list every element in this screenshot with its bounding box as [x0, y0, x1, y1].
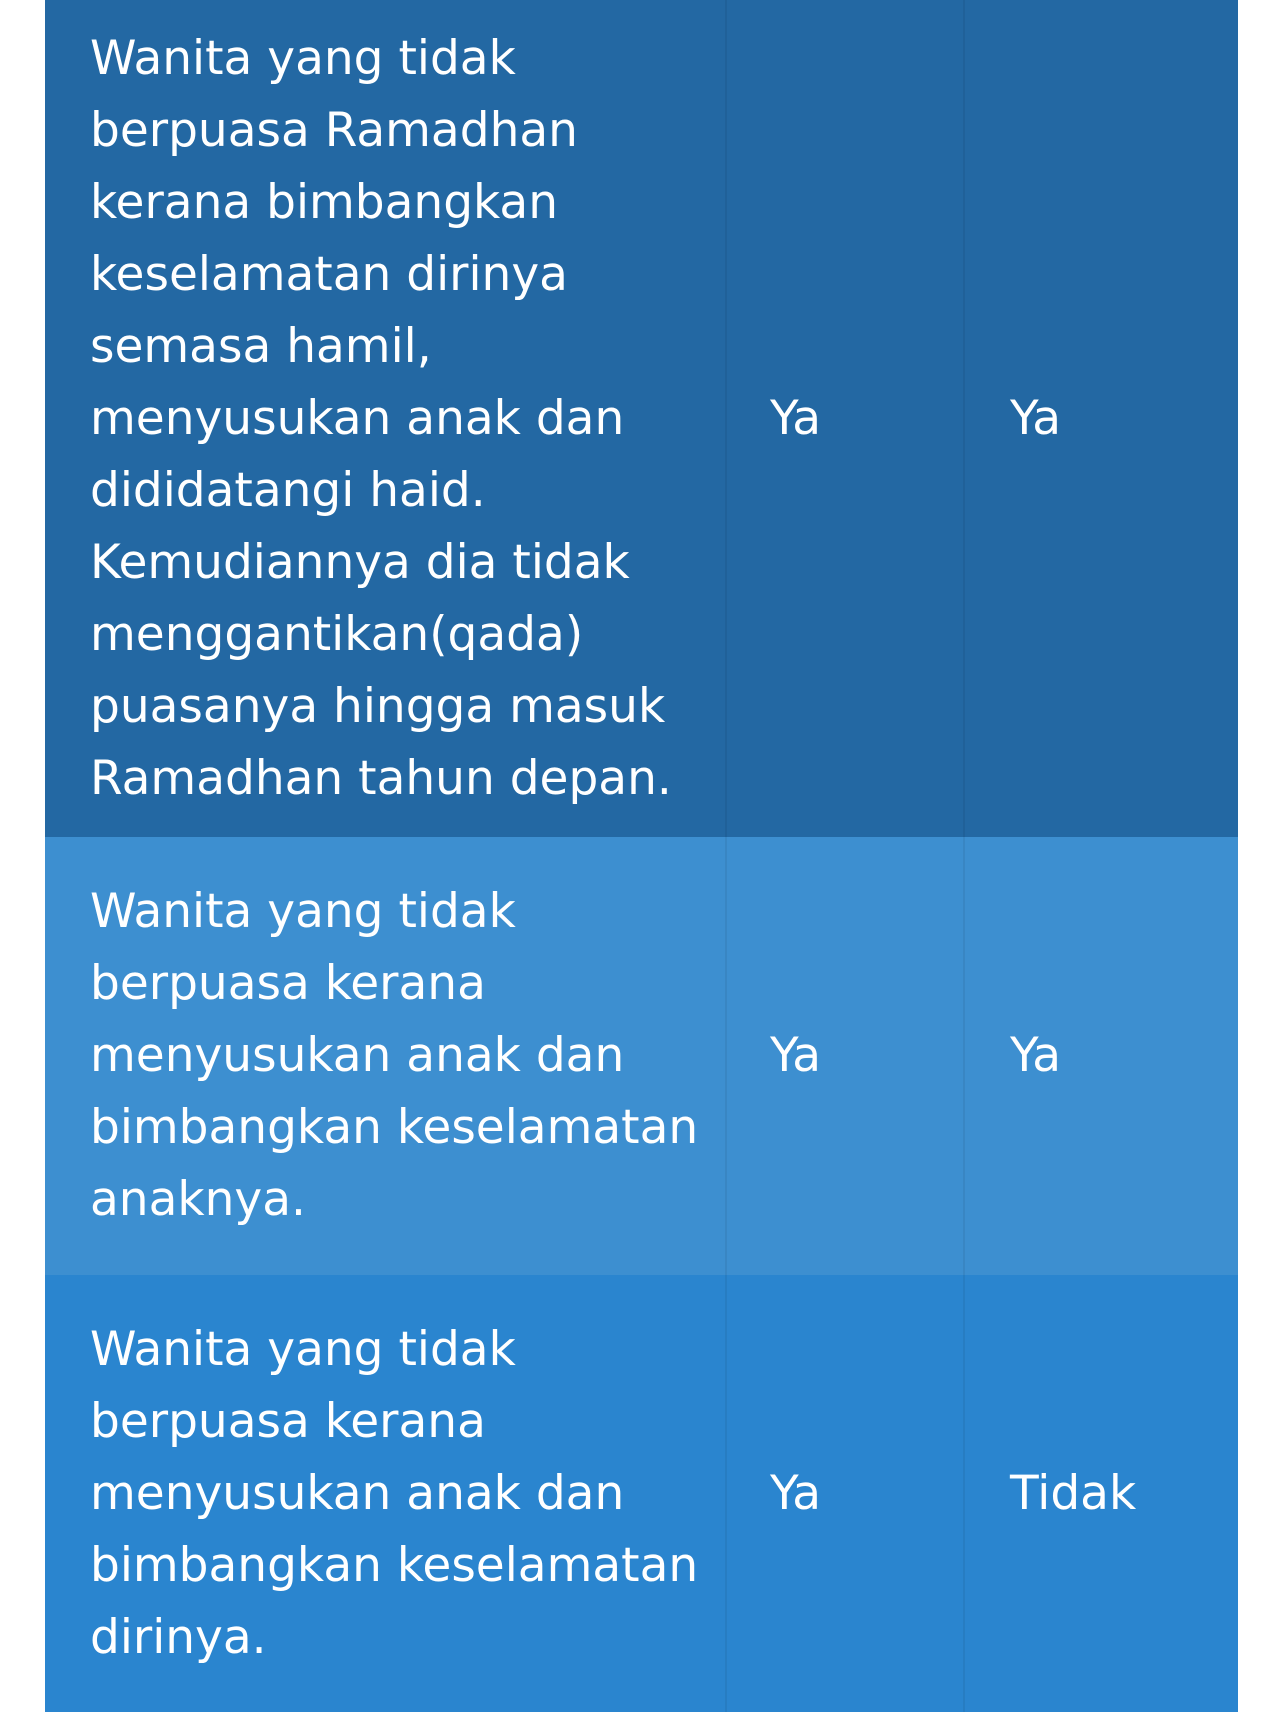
row-description-cell: [45, 837, 727, 1275]
col3-value: Ya: [1010, 1028, 1062, 1083]
row-description: Wanita yang tidak berpuasa kerana menyusukan anak dan bimbangkan keselamatan dirinya.: [90, 1321, 699, 1665]
table-row: [45, 1275, 1238, 1712]
col2-value: Ya: [770, 1465, 822, 1521]
col2-cell: [727, 0, 965, 837]
row-description: Wanita yang tidak berpuasa Ramadhan kerana bimbangkan keselamatan dirinya semasa hamil, menyusukan anak dan dididatangi haid. Kemudiannya dia tidak menggantikan(qada) puasanya hingga masuk Ramadhan tahun depan.: [90, 30, 672, 806]
col3-cell: [965, 0, 1238, 837]
comparison-table: [45, 0, 1238, 1712]
row-description-cell: [45, 1275, 727, 1712]
col2-value: Ya: [770, 1028, 822, 1083]
col3-cell: [965, 1275, 1238, 1712]
col3-cell: [965, 837, 1238, 1275]
row-description-cell: [45, 0, 727, 837]
table-row: [45, 0, 1238, 837]
col3-value: Tidak: [1010, 1465, 1137, 1521]
row-description: Wanita yang tidak berpuasa kerana menyusukan anak dan bimbangkan keselamatan anaknya.: [90, 884, 699, 1227]
col2-value: Ya: [770, 390, 822, 446]
col2-cell: [727, 837, 965, 1275]
table-row: [45, 837, 1238, 1275]
col3-value: Ya: [1010, 390, 1062, 446]
col2-cell: [727, 1275, 965, 1712]
